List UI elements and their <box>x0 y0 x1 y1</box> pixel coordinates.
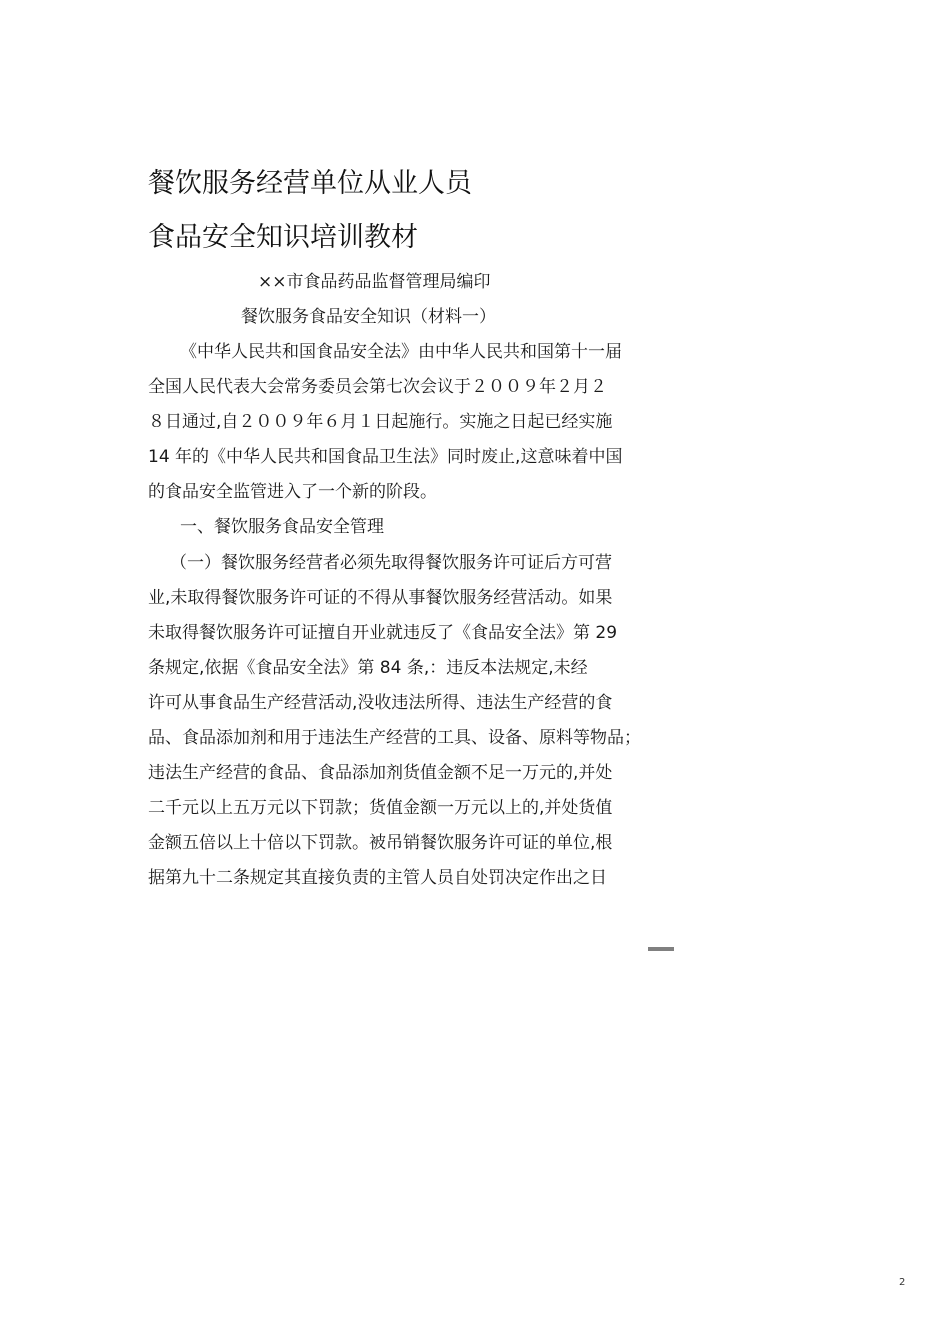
body-line: 未取得餐饮服务许可证擅自开业就违反了《食品安全法》第 29 <box>148 623 618 643</box>
body-line: 《中华人民共和国食品安全法》由中华人民共和国第十一届 <box>180 342 622 362</box>
body-line: 二千元以上五万元以下罚款；货值金额一万元以上的,并处货值 <box>148 798 613 818</box>
title-line-1: 餐饮服务经营单位从业人员 <box>148 168 472 199</box>
body-line: 许可从事食品生产经营活动,没收违法所得、违法生产经营的食 <box>148 693 613 713</box>
body-line: ８日通过,自２００９年６月１日起施行。实施之日起已经实施 <box>148 412 613 432</box>
separator-dash <box>648 947 674 951</box>
body-line: 品、食品添加剂和用于违法生产经营的工具、设备、原料等物品； <box>148 728 641 748</box>
body-line: （一）餐饮服务经营者必须先取得餐饮服务许可证后方可营 <box>170 553 612 573</box>
body-line: 据第九十二条规定其直接负责的主管人员自处罚决定作出之日 <box>148 868 607 888</box>
body-line: 条规定,依据《食品安全法》第 84 条,：违反本法规定,未经 <box>148 658 588 678</box>
body-line: 14 年的《中华人民共和国食品卫生法》同时废止,这意味着中国 <box>148 447 623 467</box>
body-line: 违法生产经营的食品、食品添加剂货值金额不足一万元的,并处 <box>148 763 613 783</box>
body-line: 的食品安全监管进入了一个新的阶段。 <box>148 482 437 502</box>
section-heading: 一、餐饮服务食品安全管理 <box>180 517 384 537</box>
body-line: 业,未取得餐饮服务许可证的不得从事餐饮服务经营活动。如果 <box>148 588 613 608</box>
body-line: 全国人民代表大会常务委员会第七次会议于２００９年２月２ <box>148 377 607 397</box>
subtitle-line: 餐饮服务食品安全知识（材料一） <box>241 307 496 327</box>
body-line: 金额五倍以上十倍以下罚款。被吊销餐饮服务许可证的单位,根 <box>148 833 613 853</box>
page-number: 2 <box>899 1277 906 1288</box>
publisher-line: ××市食品药品监督管理局编印 <box>258 272 491 292</box>
title-line-2: 食品安全知识培训教材 <box>148 222 418 253</box>
